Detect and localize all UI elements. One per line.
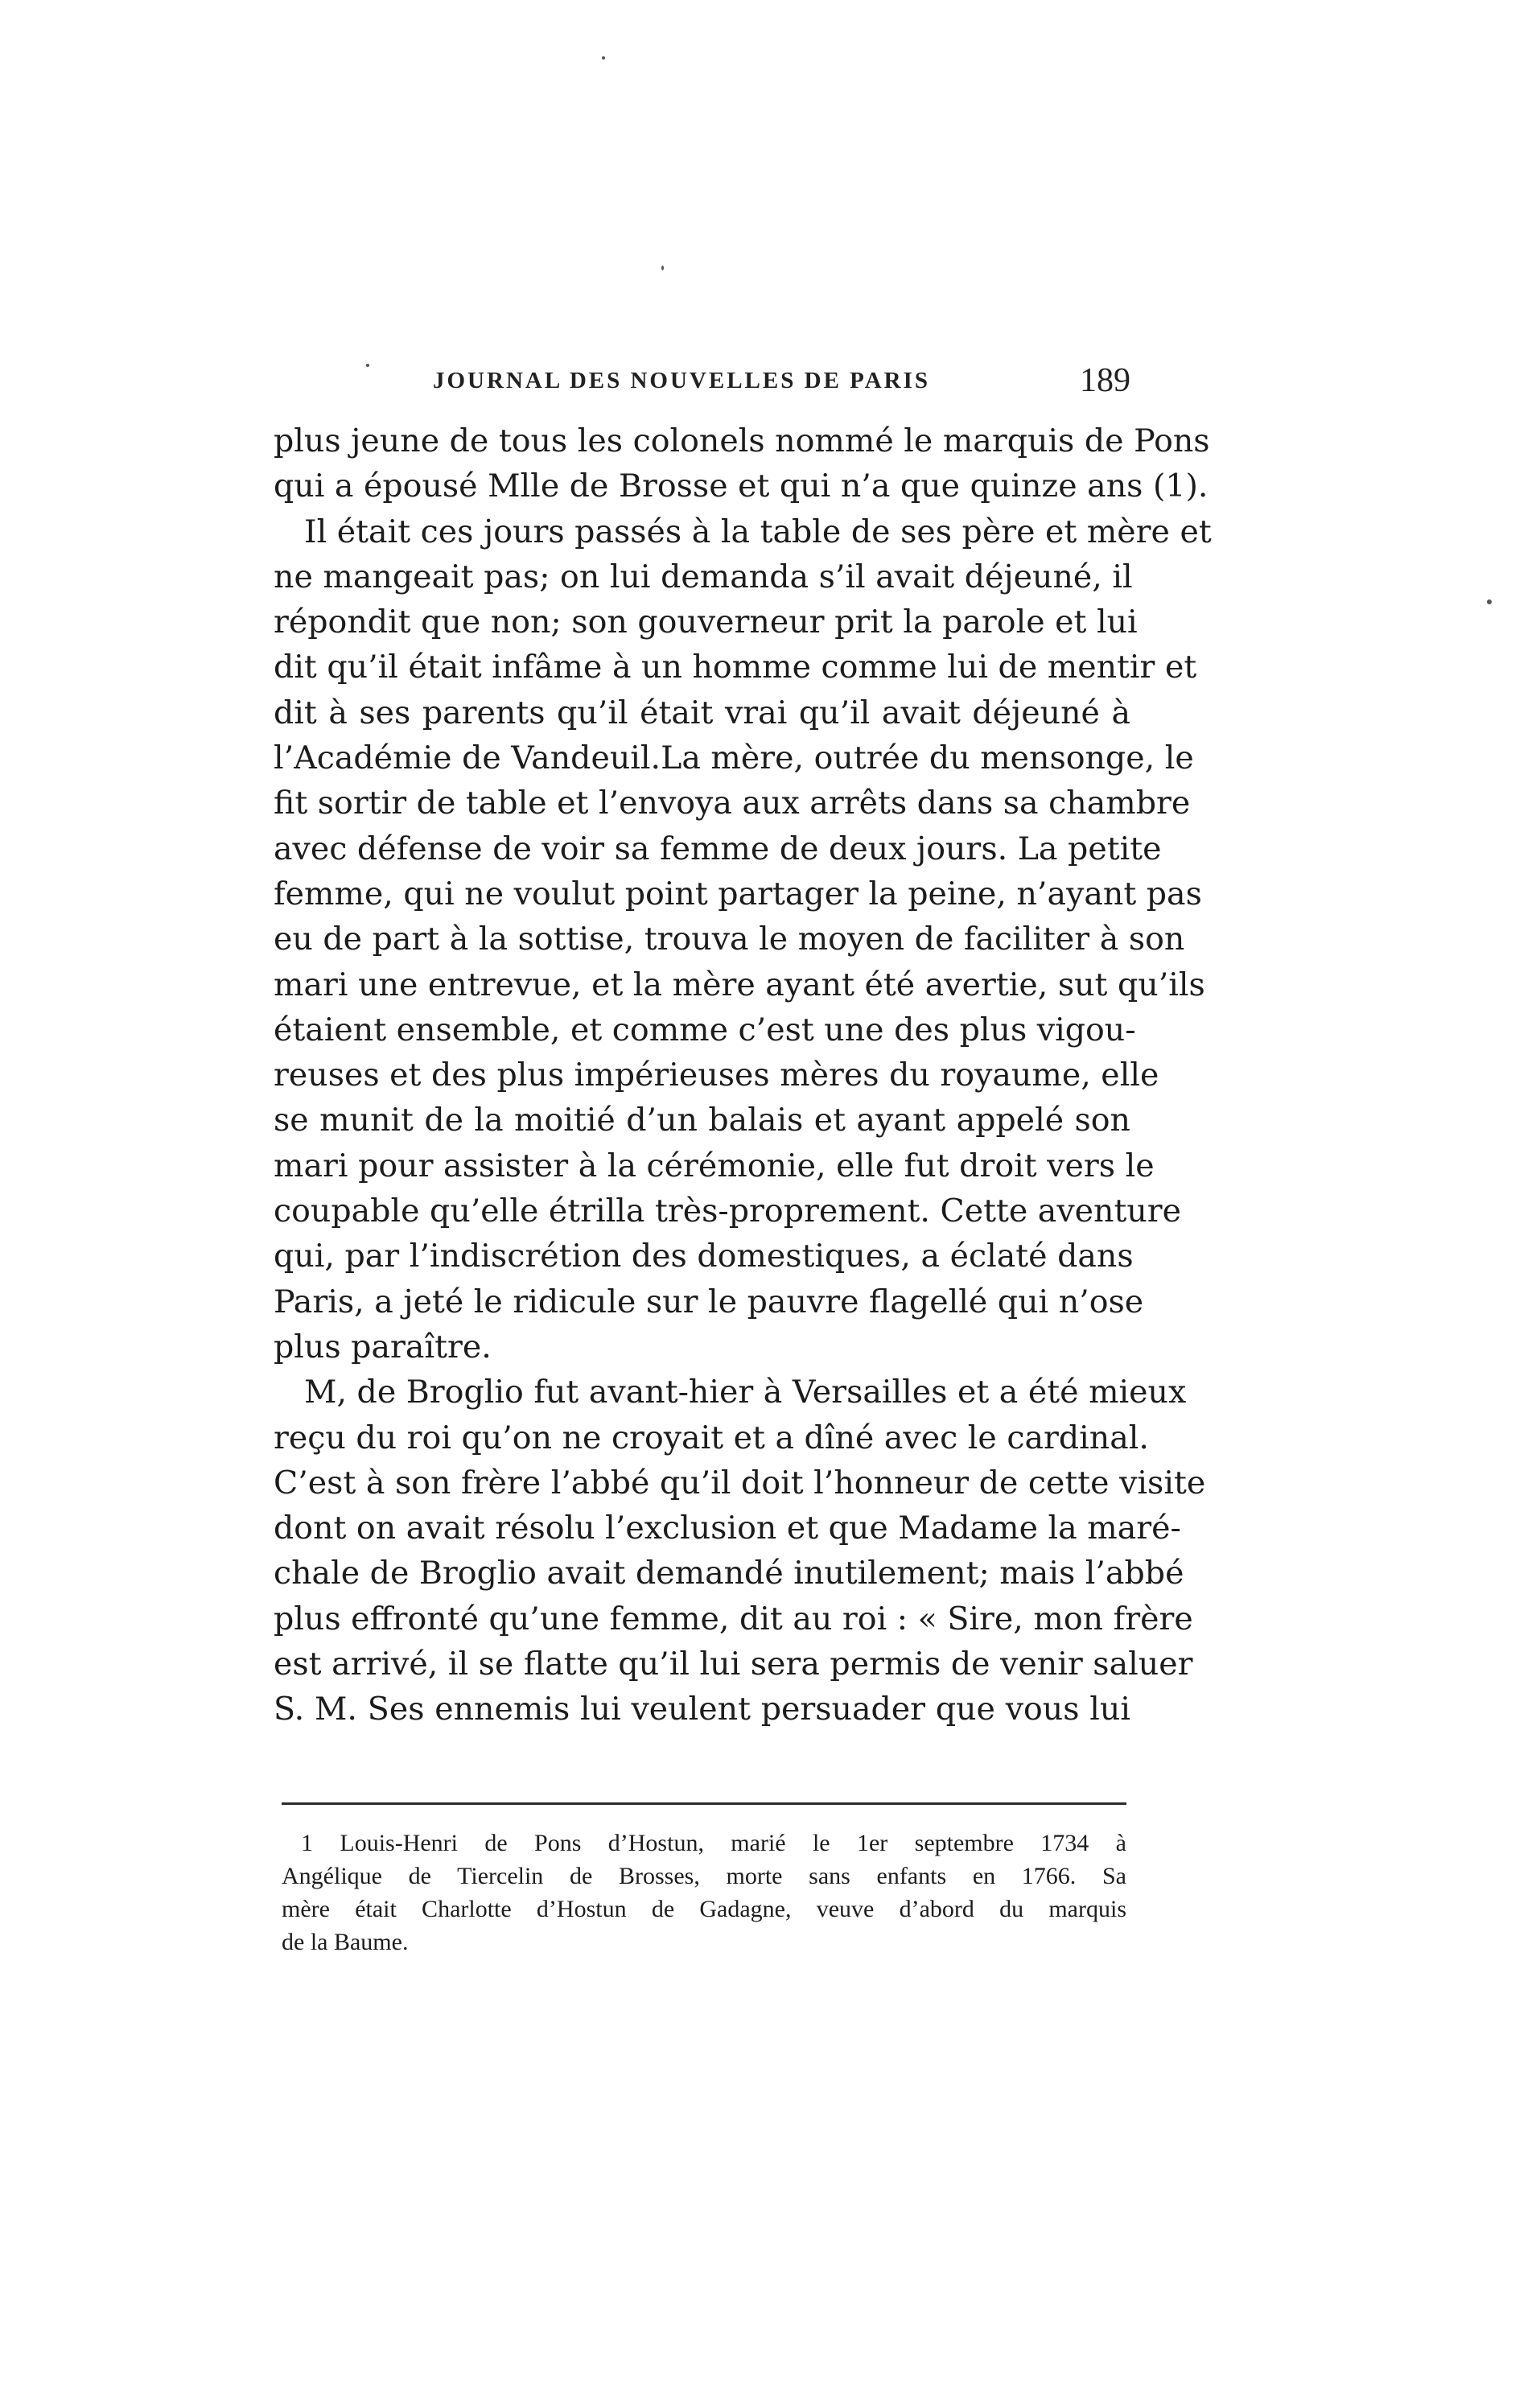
- text-line: mari pour assister à la cérémonie, elle fut droit vers le: [274, 1147, 1155, 1184]
- scan-speck: [602, 56, 605, 60]
- running-head: [274, 362, 1130, 406]
- text-line: dit qu’il était infâme à un homme comme lui de mentir et: [274, 649, 1197, 686]
- text-line: plus effronté qu’une femme, dit au roi : « Sire, mon frère: [274, 1600, 1193, 1637]
- text-line: Paris, a jeté le ridicule sur le pauvre flagellé qui n’ose: [274, 1283, 1144, 1320]
- text-line: M, de Broglio fut avant-hier à Versailles et a été mieux: [304, 1374, 1187, 1411]
- page-number: 189: [1080, 362, 1130, 399]
- text-line: femme, qui ne voulut point partager la peine, n’ayant pas: [274, 875, 1202, 912]
- body-text: [274, 418, 1212, 1732]
- text-line: eu de part à la sottise, trouva le moyen de faciliter à son: [274, 921, 1185, 958]
- text-line: étaient ensemble, et comme c’est une des plus vigou-: [274, 1011, 1136, 1048]
- text-line: répondit que non; son gouverneur prit la parole et lui: [274, 603, 1138, 641]
- text-line: qui a épousé Mlle de Brosse et qui n’a que quinze ans (1).: [274, 468, 1209, 505]
- text-line: dont on avait résolu l’exclusion et que Madame la maré-: [274, 1510, 1181, 1547]
- scan-speck: [366, 364, 369, 367]
- text-line: avec défense de voir sa femme de deux jours. La petite: [274, 830, 1162, 867]
- text-line: mari une entrevue, et la mère ayant été avertie, sut qu’ils: [274, 966, 1205, 1003]
- text-line: qui, par l’indiscrétion des domestiques, a éclaté dans: [274, 1238, 1134, 1275]
- footnotes: [282, 1827, 1126, 1959]
- scan-speck: [661, 266, 664, 270]
- text-line: se munit de la moitié d’un balais et ayant appelé son: [274, 1102, 1130, 1139]
- footnote-line: Angélique de Tiercelin de Brosses, morte sans enfants en 1766. Sa: [282, 1863, 1126, 1889]
- text-line: fit sortir de table et l’envoya aux arrêts dans sa chambre: [274, 785, 1191, 822]
- text-line: plus paraître.: [274, 1328, 492, 1366]
- text-line: l’Académie de Vandeuil.La mère, outrée du mensonge, le: [274, 739, 1194, 777]
- text-line: chale de Broglio avait demandé inutilement; mais l’abbé: [274, 1555, 1184, 1592]
- text-line: reçu du roi qu’on ne croyait et a dîné avec le cardinal.: [274, 1419, 1149, 1456]
- text-line: S. M. Ses ennemis lui veulent persuader que vous lui: [274, 1691, 1130, 1728]
- text-line: plus jeune de tous les colonels nommé le marquis de Pons: [274, 422, 1210, 459]
- text-line: est arrivé, il se flatte qu’il lui sera permis de venir saluer: [274, 1646, 1193, 1683]
- text-line: reuses et des plus impérieuses mères du royaume, elle: [274, 1057, 1159, 1094]
- footnote-divider: [282, 1802, 1126, 1805]
- running-title: JOURNAL DES NOUVELLES DE PARIS: [433, 368, 931, 393]
- footnote-line: 1 Louis-Henri de Pons d’Hostun, marié le 1er septembre 1734 à: [301, 1830, 1126, 1856]
- footnote-line: de la Baume.: [282, 1929, 409, 1955]
- text-line: ne mangeait pas; on lui demanda s’il avait déjeuné, il: [274, 558, 1133, 595]
- text-line: coupable qu’elle étrilla très-proprement. Cette aventure: [274, 1192, 1182, 1230]
- scan-speck: [1487, 599, 1492, 604]
- text-line: dit à ses parents qu’il était vrai qu’il avait déjeuné à: [274, 694, 1130, 731]
- text-line: Il était ces jours passés à la table de ses père et mère et: [304, 513, 1212, 550]
- footnote-line: mère était Charlotte d’Hostun de Gadagne, veuve d’abord du marquis: [282, 1896, 1126, 1922]
- text-line: C’est à son frère l’abbé qu’il doit l’honneur de cette visite: [274, 1464, 1206, 1501]
